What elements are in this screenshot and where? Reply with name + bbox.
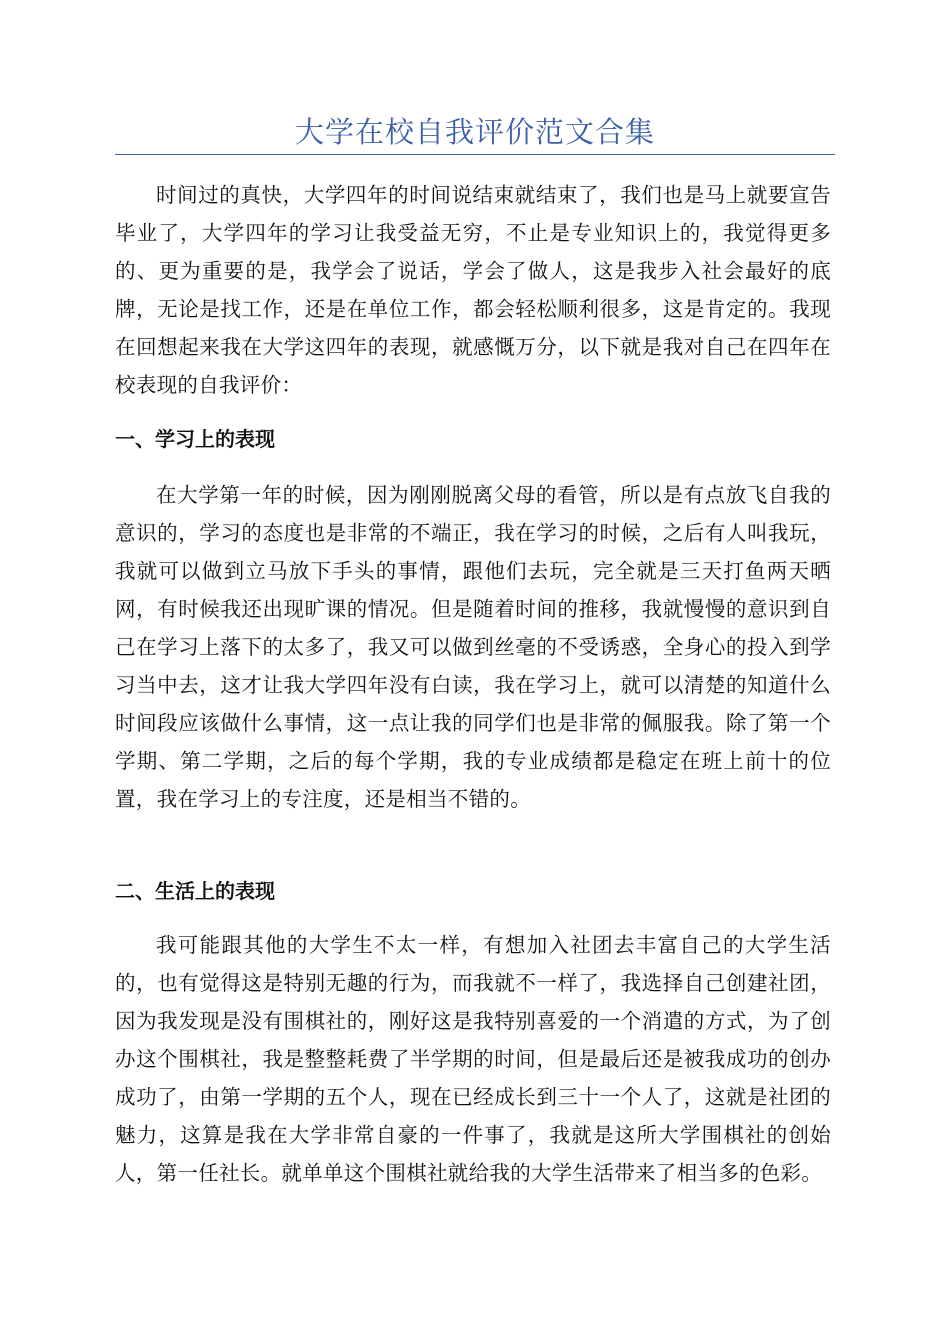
document-title: 大学在校自我评价范文合集: [294, 115, 655, 149]
intro-paragraph: 时间过的真快，大学四年的时间说结束就结束了，我们也是马上就要宣告毕业了，大学四年的学习让我受益无穷，不止是专业知识上的，我觉得更多的、更为重要的是，我学会了说话，学会了做人，这是我步入社会最好的底牌，无论是找工作，还是在单位工作，都会轻松顺利很多，这是肯定的。我现在回想起来我在大学这四年的表现，就感慨万分，以下就是我对自己在四年在校表现的自我评价：: [115, 183, 831, 397]
section-heading-life: 二、生活上的表现: [115, 879, 275, 903]
title-underline: [115, 154, 835, 155]
section-body-life: 我可能跟其他的大学生不太一样，有想加入社团去丰富自己的大学生活的，也有觉得这是特别无趣的行为，而我就不一样了，我选择自己创建社团，因为我发现是没有围棋社的，刚好这是我特别喜爱的一个消遣的方式，为了创办这个围棋社，我是整整耗费了半学期的时间，但是最后还是被我成功的创办成功了，由第一学期的五个人，现在已经成长到三十一个人了，这就是社团的魅力，这算是我在大学非常自豪的一件事了，我就是这所大学围棋社的创始人，第一任社长。就单单这个围棋社就给我的大学生活带来了相当多的色彩。: [115, 933, 831, 1185]
section-heading-study: 一、学习上的表现: [115, 427, 275, 451]
section-body-study: 在大学第一年的时候，因为刚刚脱离父母的看管，所以是有点放飞自我的意识的，学习的态度也是非常的不端正，我在学习的时候，之后有人叫我玩，我就可以做到立马放下手头的事情，跟他们去玩，完全就是三天打鱼两天晒网，有时候我还出现旷课的情况。但是随着时间的推移，我就慢慢的意识到自己在学习上落下的太多了，我又可以做到丝毫的不受诱惑，全身心的投入到学习当中去，这才让我大学四年没有白读，我在学习上，就可以清楚的知道什么时间段应该做什么事情，这一点让我的同学们也是非常的佩服我。除了第一个学期、第二学期，之后的每个学期，我的专业成绩都是稳定在班上前十的位置，我在学习上的专注度，还是相当不错的。: [115, 483, 831, 811]
